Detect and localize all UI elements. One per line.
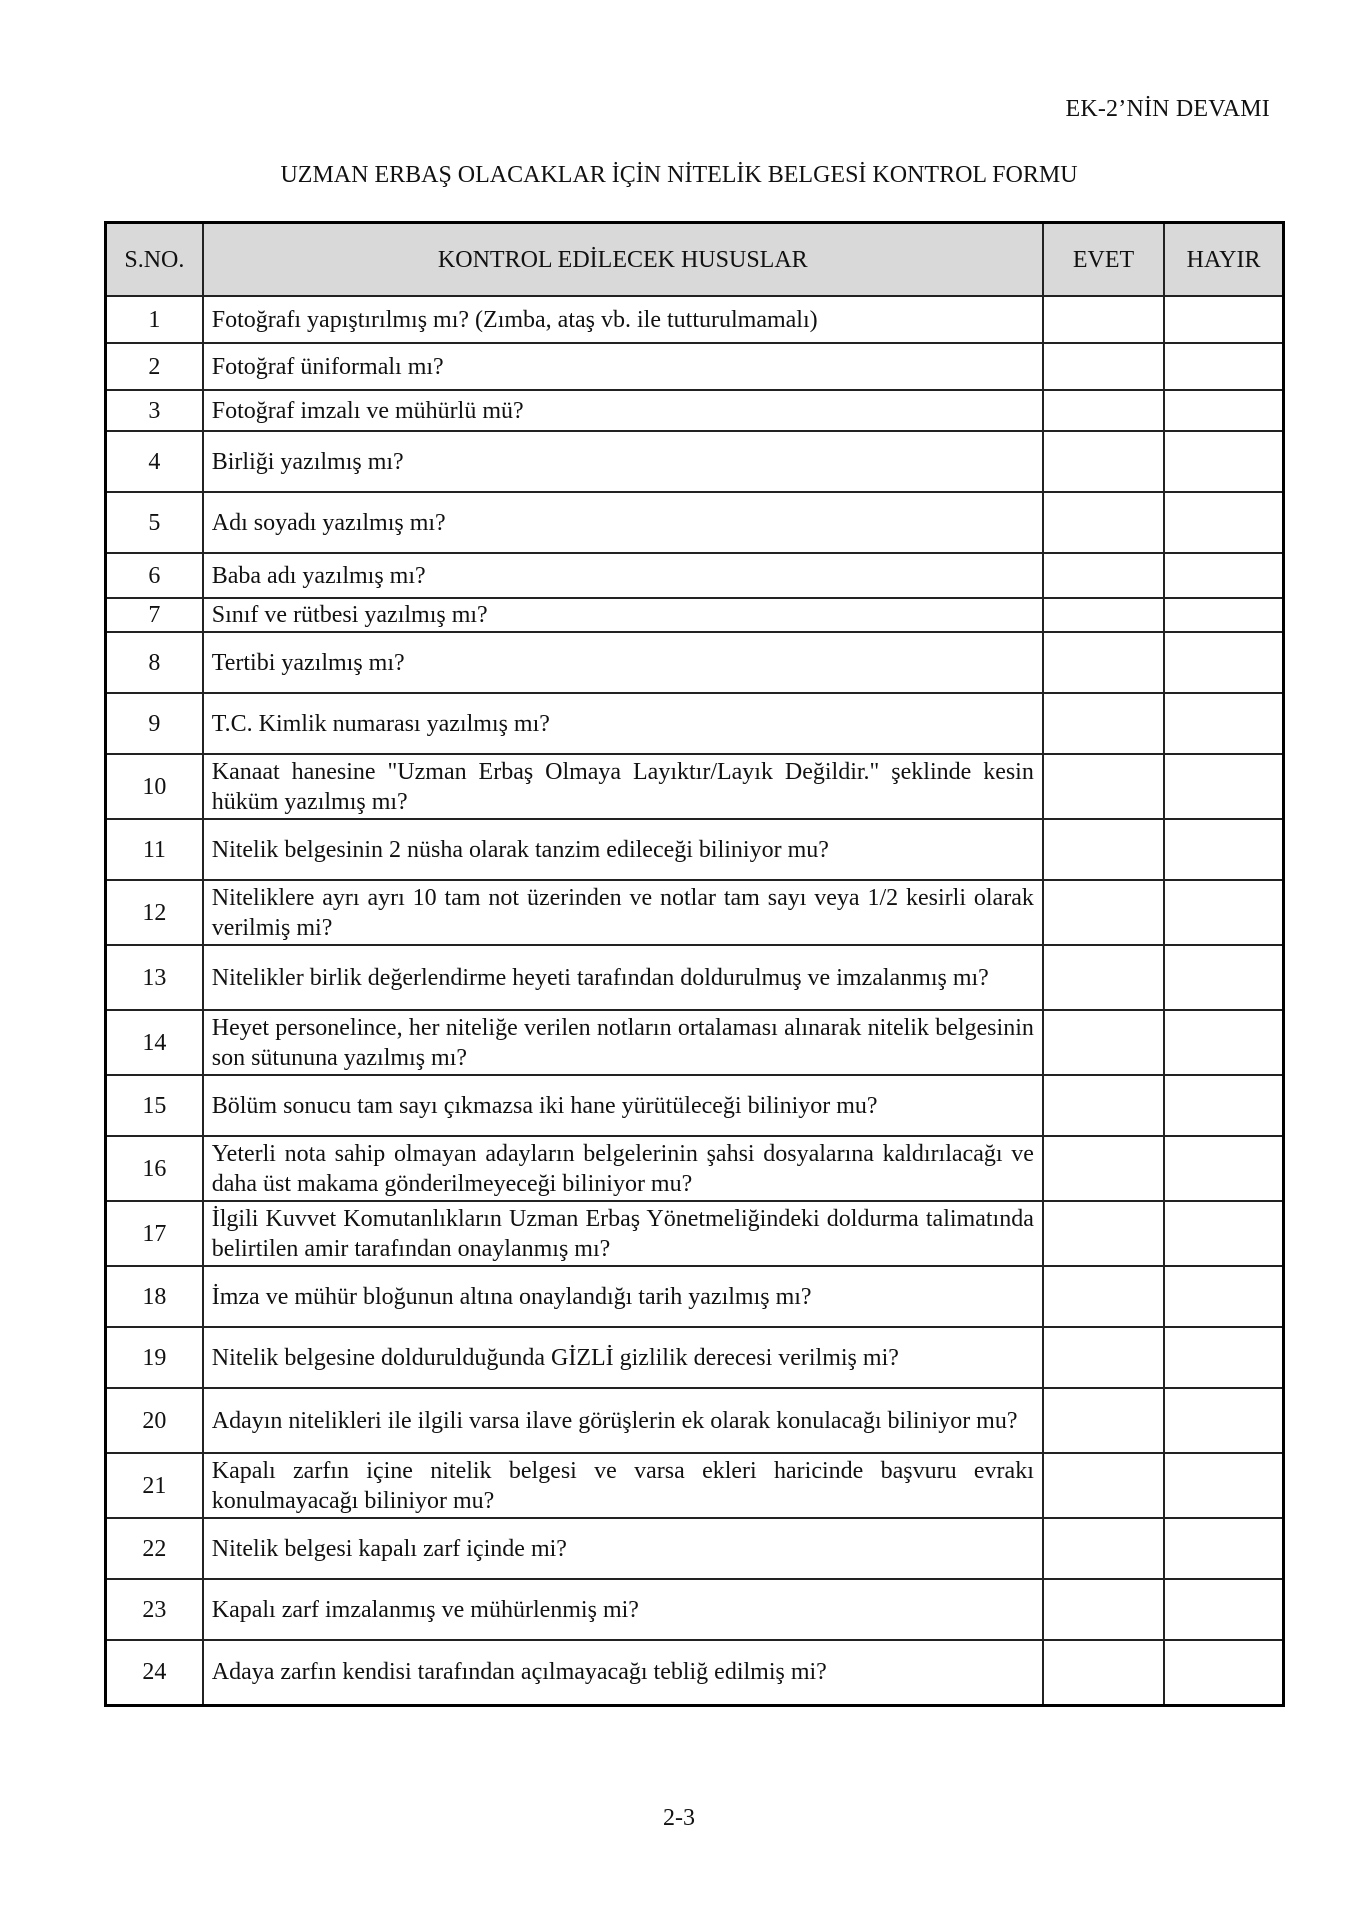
check-item-text: Tertibi yazılmış mı? bbox=[203, 632, 1043, 693]
table-row bbox=[106, 1136, 1284, 1201]
check-item-text: Birliği yazılmış mı? bbox=[203, 431, 1043, 492]
table-row bbox=[106, 1075, 1284, 1136]
form-title: UZMAN ERBAŞ OLACAKLAR İÇİN NİTELİK BELGESİ KONTROL FORMU bbox=[280, 162, 1078, 188]
row-number: 18 bbox=[106, 1266, 203, 1327]
check-item-text: Fotoğraf üniformalı mı? bbox=[203, 343, 1043, 390]
table-row bbox=[106, 1579, 1284, 1640]
check-item-text: Heyet personelince, her niteliğe verilen notların ortalaması alınarak nitelik belgesinin son sütununa yazılmış mı? bbox=[203, 1010, 1043, 1075]
check-item-text: Adı soyadı yazılmış mı? bbox=[203, 492, 1043, 553]
check-item-text: Nitelik belgesine doldurulduğunda GİZLİ gizlilik derecesi verilmiş mi? bbox=[203, 1327, 1043, 1388]
yes-cell[interactable] bbox=[1043, 492, 1164, 553]
row-number: 13 bbox=[106, 945, 203, 1010]
no-cell[interactable] bbox=[1164, 1327, 1283, 1388]
yes-cell[interactable] bbox=[1043, 390, 1164, 431]
row-number: 4 bbox=[106, 431, 203, 492]
row-number: 5 bbox=[106, 492, 203, 553]
page-number: 2-3 bbox=[663, 1805, 695, 1831]
table-row bbox=[106, 1518, 1284, 1579]
row-number: 24 bbox=[106, 1640, 203, 1705]
table-row bbox=[106, 1327, 1284, 1388]
yes-cell[interactable] bbox=[1043, 1075, 1164, 1136]
row-number: 3 bbox=[106, 390, 203, 431]
no-cell[interactable] bbox=[1164, 1201, 1283, 1266]
no-cell[interactable] bbox=[1164, 1010, 1283, 1075]
no-cell[interactable] bbox=[1164, 343, 1283, 390]
table-row bbox=[106, 553, 1284, 598]
yes-cell[interactable] bbox=[1043, 1640, 1164, 1705]
no-cell[interactable] bbox=[1164, 880, 1283, 945]
yes-cell[interactable] bbox=[1043, 598, 1164, 632]
yes-cell[interactable] bbox=[1043, 1518, 1164, 1579]
yes-cell[interactable] bbox=[1043, 1010, 1164, 1075]
row-number: 1 bbox=[106, 296, 203, 343]
yes-cell[interactable] bbox=[1043, 1453, 1164, 1518]
row-number: 17 bbox=[106, 1201, 203, 1266]
no-cell[interactable] bbox=[1164, 693, 1283, 754]
yes-cell[interactable] bbox=[1043, 819, 1164, 880]
no-cell[interactable] bbox=[1164, 819, 1283, 880]
check-item-text: Yeterli nota sahip olmayan adayların belgelerinin şahsi dosyalarına kaldırılacağı ve daha üst makama gönderilmeyeceği biliniyor mu? bbox=[203, 1136, 1043, 1201]
yes-cell[interactable] bbox=[1043, 880, 1164, 945]
check-item-text: T.C. Kimlik numarası yazılmış mı? bbox=[203, 693, 1043, 754]
check-item-text: Sınıf ve rütbesi yazılmış mı? bbox=[203, 598, 1043, 632]
check-item-text: İlgili Kuvvet Komutanlıkların Uzman Erbaş Yönetmeliğindeki doldurma talimatında belirtilen amir tarafından onaylanmış mı? bbox=[203, 1201, 1043, 1266]
table-row bbox=[106, 390, 1284, 431]
check-item-text: Nitelikler birlik değerlendirme heyeti tarafından doldurulmuş ve imzalanmış mı? bbox=[203, 945, 1043, 1010]
row-number: 14 bbox=[106, 1010, 203, 1075]
yes-cell[interactable] bbox=[1043, 1327, 1164, 1388]
row-number: 7 bbox=[106, 598, 203, 632]
yes-cell[interactable] bbox=[1043, 296, 1164, 343]
check-item-text: Adaya zarfın kendisi tarafından açılmayacağı tebliğ edilmiş mi? bbox=[203, 1640, 1043, 1705]
table-row bbox=[106, 598, 1284, 632]
check-item-text: Kapalı zarf imzalanmış ve mühürlenmiş mi? bbox=[203, 1579, 1043, 1640]
table-row bbox=[106, 632, 1284, 693]
no-cell[interactable] bbox=[1164, 1388, 1283, 1453]
control-checklist-table bbox=[104, 221, 1285, 1707]
yes-cell[interactable] bbox=[1043, 1579, 1164, 1640]
yes-cell[interactable] bbox=[1043, 945, 1164, 1010]
annex-label: EK-2’NİN DEVAMI bbox=[1065, 96, 1270, 122]
row-number: 23 bbox=[106, 1579, 203, 1640]
no-cell[interactable] bbox=[1164, 1453, 1283, 1518]
check-item-text: Fotoğrafı yapıştırılmış mı? (Zımba, ataş vb. ile tutturulmamalı) bbox=[203, 296, 1043, 343]
row-number: 16 bbox=[106, 1136, 203, 1201]
column-header-no: HAYIR bbox=[1164, 223, 1283, 297]
row-number: 9 bbox=[106, 693, 203, 754]
check-item-text: Kapalı zarfın içine nitelik belgesi ve varsa ekleri haricinde başvuru evrakı konulmayacağı biliniyor mu? bbox=[203, 1453, 1043, 1518]
check-item-text: Niteliklere ayrı ayrı 10 tam not üzerinden ve notlar tam sayı veya 1/2 kesirli olarak verilmiş mi? bbox=[203, 880, 1043, 945]
row-number: 2 bbox=[106, 343, 203, 390]
yes-cell[interactable] bbox=[1043, 553, 1164, 598]
table-row bbox=[106, 945, 1284, 1010]
row-number: 8 bbox=[106, 632, 203, 693]
column-header-items: KONTROL EDİLECEK HUSUSLAR bbox=[203, 223, 1043, 297]
yes-cell[interactable] bbox=[1043, 1266, 1164, 1327]
table-row bbox=[106, 754, 1284, 819]
check-item-text: İmza ve mühür bloğunun altına onaylandığı tarih yazılmış mı? bbox=[203, 1266, 1043, 1327]
table-row bbox=[106, 1266, 1284, 1327]
no-cell[interactable] bbox=[1164, 945, 1283, 1010]
yes-cell[interactable] bbox=[1043, 1201, 1164, 1266]
row-number: 15 bbox=[106, 1075, 203, 1136]
row-number: 22 bbox=[106, 1518, 203, 1579]
yes-cell[interactable] bbox=[1043, 632, 1164, 693]
yes-cell[interactable] bbox=[1043, 693, 1164, 754]
row-number: 21 bbox=[106, 1453, 203, 1518]
yes-cell[interactable] bbox=[1043, 1136, 1164, 1201]
check-item-text: Kanaat hanesine "Uzman Erbaş Olmaya Layıktır/Layık Değildir." şeklinde kesin hüküm yazılmış mı? bbox=[203, 754, 1043, 819]
table-row bbox=[106, 492, 1284, 553]
no-cell[interactable] bbox=[1164, 632, 1283, 693]
table-header-row bbox=[106, 223, 1284, 297]
table-row bbox=[106, 1010, 1284, 1075]
table-row bbox=[106, 880, 1284, 945]
table-row bbox=[106, 693, 1284, 754]
yes-cell[interactable] bbox=[1043, 431, 1164, 492]
row-number: 12 bbox=[106, 880, 203, 945]
row-number: 11 bbox=[106, 819, 203, 880]
yes-cell[interactable] bbox=[1043, 343, 1164, 390]
no-cell[interactable] bbox=[1164, 390, 1283, 431]
yes-cell[interactable] bbox=[1043, 754, 1164, 819]
table-row bbox=[106, 1640, 1284, 1705]
check-item-text: Adayın nitelikleri ile ilgili varsa ilave görüşlerin ek olarak konulacağı biliniyor mu? bbox=[203, 1388, 1043, 1453]
no-cell[interactable] bbox=[1164, 1136, 1283, 1201]
no-cell[interactable] bbox=[1164, 492, 1283, 553]
check-item-text: Fotoğraf imzalı ve mühürlü mü? bbox=[203, 390, 1043, 431]
row-number: 6 bbox=[106, 553, 203, 598]
check-item-text: Nitelik belgesi kapalı zarf içinde mi? bbox=[203, 1518, 1043, 1579]
no-cell[interactable] bbox=[1164, 431, 1283, 492]
no-cell[interactable] bbox=[1164, 1075, 1283, 1136]
table-row bbox=[106, 819, 1284, 880]
table-row bbox=[106, 296, 1284, 343]
no-cell[interactable] bbox=[1164, 553, 1283, 598]
table-row bbox=[106, 1201, 1284, 1266]
yes-cell[interactable] bbox=[1043, 1388, 1164, 1453]
check-item-text: Nitelik belgesinin 2 nüsha olarak tanzim edileceği biliniyor mu? bbox=[203, 819, 1043, 880]
table-row bbox=[106, 343, 1284, 390]
no-cell[interactable] bbox=[1164, 296, 1283, 343]
no-cell[interactable] bbox=[1164, 598, 1283, 632]
column-header-sno: S.NO. bbox=[106, 223, 203, 297]
column-header-yes: EVET bbox=[1043, 223, 1164, 297]
no-cell[interactable] bbox=[1164, 1266, 1283, 1327]
row-number: 19 bbox=[106, 1327, 203, 1388]
no-cell[interactable] bbox=[1164, 754, 1283, 819]
table-row bbox=[106, 431, 1284, 492]
table-row bbox=[106, 1453, 1284, 1518]
check-item-text: Bölüm sonucu tam sayı çıkmazsa iki hane yürütüleceği biliniyor mu? bbox=[203, 1075, 1043, 1136]
row-number: 20 bbox=[106, 1388, 203, 1453]
no-cell[interactable] bbox=[1164, 1579, 1283, 1640]
no-cell[interactable] bbox=[1164, 1640, 1283, 1705]
table-row bbox=[106, 1388, 1284, 1453]
check-item-text: Baba adı yazılmış mı? bbox=[203, 553, 1043, 598]
row-number: 10 bbox=[106, 754, 203, 819]
no-cell[interactable] bbox=[1164, 1518, 1283, 1579]
